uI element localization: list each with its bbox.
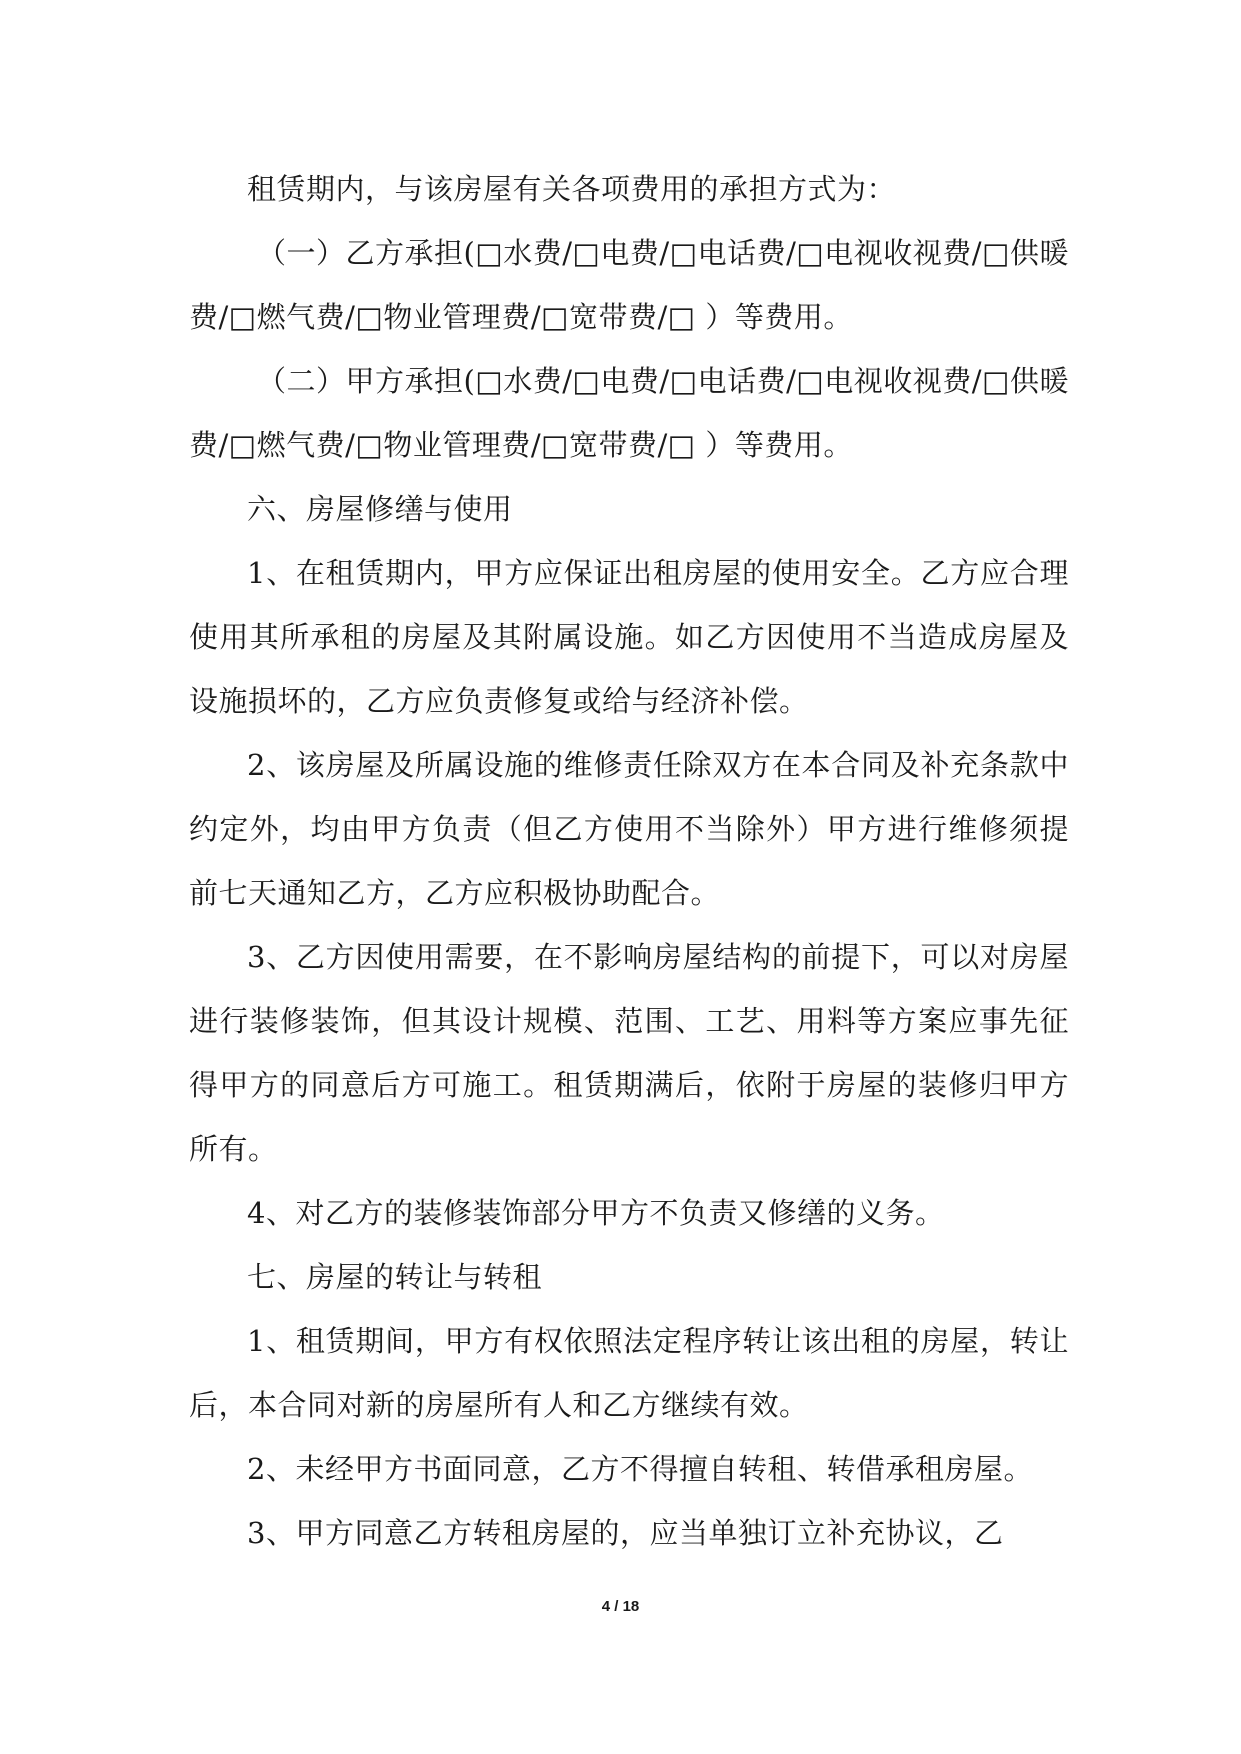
page-number: 4 / 18 [601, 1598, 640, 1615]
document-body [189, 157, 1069, 1565]
paragraph-transfer-2: 2、未经甲方书面同意，乙方不得擅自转租、转借承租房屋。 [247, 1452, 1033, 1486]
paragraph-repair-4: 4、对乙方的装修装饰部分甲方不负责又修缮的义务。 [247, 1196, 945, 1230]
section-heading-transfer: 七、房屋的转让与转租 [247, 1260, 543, 1294]
paragraph-transfer-3: 3、甲方同意乙方转租房屋的，应当单独订立补充协议，乙 [247, 1516, 1004, 1550]
paragraph-repair-2: 2、该房屋及所属设施的维修责任除双方在本合同及补充条款中约定外，均由甲方负责（但乙方使用不当除外）甲方进行维修须提前七天通知乙方，乙方应积极协助配合。 [189, 748, 1069, 910]
paragraph-repair-1: 1、在租赁期内，甲方应保证出租房屋的使用安全。乙方应合理使用其所承租的房屋及其附属设施。如乙方因使用不当造成房屋及设施损坏的，乙方应负责修复或给与经济补偿。 [189, 556, 1069, 718]
section-heading-repair: 六、房屋修缮与使用 [247, 492, 513, 526]
paragraph-party-a-fees: （二）甲方承担(□水费/□电费/□电话费/□电视收视费/□供暖费/□燃气费/□物业管理费/□宽带费/□ ）等费用。 [189, 364, 1069, 462]
paragraph-party-b-fees: （一）乙方承担(□水费/□电费/□电话费/□电视收视费/□供暖费/□燃气费/□物业管理费/□宽带费/□ ）等费用。 [189, 236, 1069, 334]
paragraph-fee-intro: 租赁期内，与该房屋有关各项费用的承担方式为： [247, 172, 897, 206]
paragraph-repair-3: 3、乙方因使用需要，在不影响房屋结构的前提下，可以对房屋进行装修装饰，但其设计规模、范围、工艺、用料等方案应事先征得甲方的同意后方可施工。租赁期满后，依附于房屋的装修归甲方所有。 [189, 940, 1069, 1166]
paragraph-transfer-1: 1、租赁期间，甲方有权依照法定程序转让该出租的房屋，转让后，本合同对新的房屋所有人和乙方继续有效。 [189, 1324, 1069, 1422]
